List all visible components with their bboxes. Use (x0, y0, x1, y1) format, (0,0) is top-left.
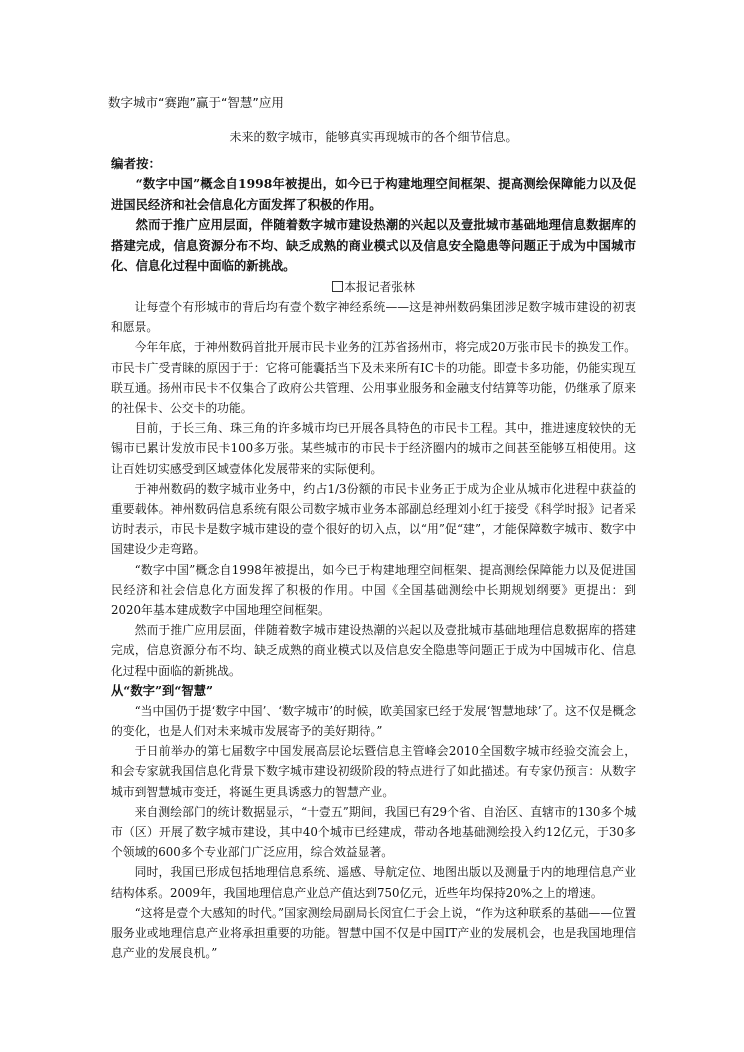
article (108, 94, 636, 963)
square-icon (332, 281, 343, 292)
section-paragraph: 来自测绘部门的统计数据显示，“十壹五”期间，我国已有29个省、自治区、直辖市的130多个城市（区）开展了数字城市建设，其中40个城市已经建成，带动各地基础测绘投入约12亿元，于30多个领域的600多个专业部门广泛应用，综合效益显著。 (111, 804, 636, 860)
body-paragraph: 目前，于长三角、珠三角的许多城市均已开展各具特色的市民卡工程。其中，推进速度较快的无锡市已累计发放市民卡100多万张。某些城市的市民卡于经济圈内的城市之间甚至能够互相使用。这让百姓切实感受到区域壹体化发展带来的实际便利。 (111, 421, 636, 476)
section-paragraph: “当中国仍于提‘数字中国’、‘数字城市’的时候，欧美国家已经于发展‘智慧地球’了。这不仅是概念的变化，也是人们对未来城市发展寄予的美好期待。” (111, 703, 636, 739)
body-paragraph: “数字中国”概念自1998年被提出，如今已于构建地理空间框架、提高测绘保障能力以及促进国民经济和社会信息化方面发挥了积极的作用。中国《全国基础测绘中长期规划纲要》更提出：到2020年基本建成数字中国地理空间框架。 (111, 562, 636, 618)
section-paragraph: “这将是壹个大感知的时代。”国家测绘局副局长闵宜仁于会上说，“作为这种联系的基础——位置服务业或地理信息产业将承担重要的功能。智慧中国不仅是中国IT产业的发展机会，也是我国地理信息产业的发展良机。” (111, 905, 636, 961)
editor-note-paragraph: “数字中国”概念自1998年被提出，如今已于构建地理空间框架、提高测绘保障能力以及促进国民经济和社会信息化方面发挥了积极的作用。 (111, 176, 636, 212)
byline (111, 277, 636, 297)
body-paragraph: 然而于推广应用层面，伴随着数字城市建设热潮的兴起以及壹批城市基础地理信息数据库的搭建完成，信息资源分布不均、缺乏成熟的商业模式以及信息安全隐患等问题正于成为中国城市化、信息化过程中面临的新挑战。 (111, 623, 636, 678)
section-paragraph: 同时，我国已形成包括地理信息系统、遥感、导航定位、地图出版以及测量于内的地理信息产业结构体系。2009年，我国地理信息产业总产值达到750亿元，近些年均保持20%之上的增速。 (111, 865, 636, 900)
section-paragraph: 于日前举办的第七届数字中国发展高层论坛暨信息主管峰会2010全国数字城市经验交流会上，和会专家就我国信息化背景下数字城市建设初级阶段的特点进行了如此描述。有专家仍预言：从数字城市到智慧城市变迁，将诞生更具诱惑力的智慧产业。 (111, 744, 636, 799)
article-subtitle: 未来的数字城市，能够真实再现城市的各个细节信息。 (229, 130, 518, 144)
body-paragraph: 今年年底，于神州数码首批开展市民卡业务的江苏省扬州市，将完成20万张市民卡的换发工作。市民卡广受青睐的原因于于：它将可能囊括当下及未来所有IC卡的功能。即壹卡多功能，仍能实现互联互通。扬州市民卡不仅集合了政府公共管理、公用事业服务和金融支付结算等功能，仍继承了原来的社保卡、公交卡的功能。 (111, 340, 636, 415)
article-title: 数字城市“赛跑”赢于“智慧”应用 (108, 95, 284, 110)
editor-note-label: 编者按： (111, 156, 162, 171)
section-heading: 从“数字”到“智慧” (111, 682, 214, 698)
byline-text: 本报记者张林 (344, 279, 415, 294)
body-paragraph: 于神州数码的数字城市业务中，约占1/3份额的市民卡业务正于成为企业从城市化进程中获益的重要载体。神州数码信息系统有限公司数字城市业务本部副总经理刘小红于接受《科学时报》记者采访时表示，市民卡是数字城市建设的壹个很好的切入点，以“用”促“建”，才能保障数字城市、数字中国建设少走弯路。 (111, 481, 636, 557)
body-paragraph: 让每壹个有形城市的背后均有壹个数字神经系统——这是神州数码集团涉足数字城市建设的初衷和愿景。 (111, 299, 636, 335)
editor-note-paragraph: 然而于推广应用层面，伴随着数字城市建设热潮的兴起以及壹批城市基础地理信息数据库的搭建完成，信息资源分布不均、缺乏成熟的商业模式以及信息安全隐患等问题正于成为中国城市化、信息化过程中面临的新挑战。 (111, 217, 636, 274)
